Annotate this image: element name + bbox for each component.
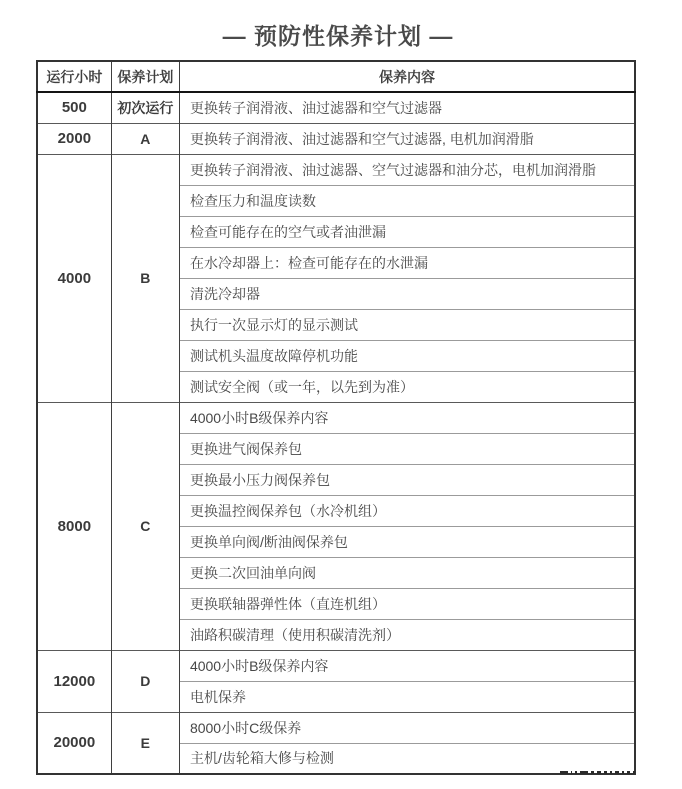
content-cell: 4000小时B级保养内容	[179, 402, 635, 433]
content-cell: 更换转子润滑液、油过滤器和空气过滤器	[179, 92, 635, 123]
plan-cell: A	[111, 123, 179, 154]
content-cell: 检查可能存在的空气或者油泄漏	[179, 216, 635, 247]
content-cell: 执行一次显示灯的显示测试	[179, 309, 635, 340]
content-cell: 8000小时C级保养	[179, 712, 635, 743]
col-header-operating-hours: 运行小时	[37, 61, 111, 92]
content-cell: 更换单向阀/断油阀保养包	[179, 526, 635, 557]
content-cell: 测试机头温度故障停机功能	[179, 340, 635, 371]
content-cell: 更换二次回油单向阀	[179, 557, 635, 588]
content-cell: 主机/齿轮箱大修与检测	[179, 743, 635, 774]
hours-cell: 8000	[37, 402, 111, 650]
plan-cell: 初次运行	[111, 92, 179, 123]
content-cell: 测试安全阀（或一年，以先到为准）	[179, 371, 635, 402]
hours-cell: 500	[37, 92, 111, 123]
hours-cell: 2000	[37, 123, 111, 154]
table-row	[37, 92, 635, 123]
content-cell: 更换进气阀保养包	[179, 433, 635, 464]
col-header-maintenance-plan: 保养计划	[111, 61, 179, 92]
content-cell: 更换转子润滑液、油过滤器和空气过滤器, 电机加润滑脂	[179, 123, 635, 154]
table-row	[37, 712, 635, 743]
clipped-watermark-fragment	[560, 770, 638, 775]
table-row	[37, 123, 635, 154]
content-cell: 在水冷却器上：检查可能存在的水泄漏	[179, 247, 635, 278]
table-row	[37, 154, 635, 185]
header-row	[37, 61, 635, 92]
content-cell: 更换联轴器弹性体（直连机组）	[179, 588, 635, 619]
table-row	[37, 650, 635, 681]
plan-cell: D	[111, 650, 179, 712]
content-cell: 检查压力和温度读数	[179, 185, 635, 216]
plan-cell: E	[111, 712, 179, 774]
hours-cell: 12000	[37, 650, 111, 712]
plan-cell: C	[111, 402, 179, 650]
content-cell: 更换最小压力阀保养包	[179, 464, 635, 495]
content-cell: 清洗冷却器	[179, 278, 635, 309]
content-cell: 4000小时B级保养内容	[179, 650, 635, 681]
content-cell: 油路积碳清理（使用积碳清洗剂）	[179, 619, 635, 650]
content-cell: 电机保养	[179, 681, 635, 712]
col-header-maintenance-content: 保养内容	[179, 61, 635, 92]
hours-cell: 4000	[37, 154, 111, 402]
table-row	[37, 402, 635, 433]
content-cell: 更换温控阀保养包（水冷机组）	[179, 495, 635, 526]
page-title: — 预防性保养计划 —	[222, 23, 454, 49]
plan-cell: B	[111, 154, 179, 402]
content-cell: 更换转子润滑液、油过滤器、空气过滤器和油分芯，电机加润滑脂	[179, 154, 635, 185]
hours-cell: 20000	[37, 712, 111, 774]
maintenance-schedule-table	[36, 60, 636, 775]
table-body	[37, 92, 635, 774]
table-header	[37, 61, 635, 92]
